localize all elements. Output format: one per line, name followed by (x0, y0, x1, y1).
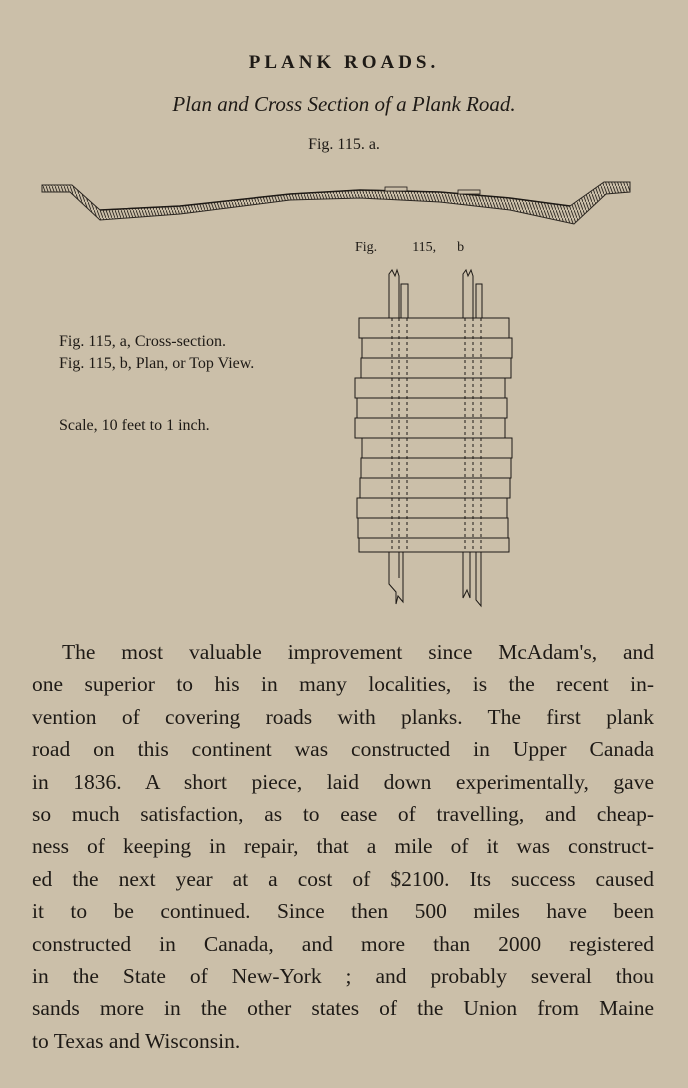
paragraph-line: to Texas and Wisconsin. (32, 1028, 241, 1053)
figure-caption: Plan and Cross Section of a Plank Road. (172, 92, 516, 116)
paragraph-line: ness of keeping in repair, that a mile of it was construct- (32, 834, 654, 859)
page-title: PLANK ROADS. (248, 52, 440, 73)
figure-b-label-fig: Fig. (355, 240, 378, 255)
cross-section-illustration (40, 170, 632, 230)
paragraph-line: in the State of New-York ; and probably several thou (32, 964, 654, 989)
legend-line-cross-section: Fig. 115, a, Cross-section. (59, 333, 226, 350)
figure-legend (59, 331, 254, 375)
body-paragraph (32, 636, 654, 1057)
paragraph-line: it to be continued. Since then 500 miles have been (32, 899, 654, 924)
legend-line-plan-view: Fig. 115, b, Plan, or Top View. (59, 355, 255, 372)
figure-b-label-num: 115, (412, 240, 437, 255)
paragraph-line: constructed in Canada, and more than 2000 registered (32, 931, 654, 956)
figure-b-label (355, 240, 464, 256)
paragraph-line: The most valuable improvement since McAdam's, and (62, 640, 654, 664)
paragraph-line: ed the next year at a cost of $2100. Its success caused (32, 866, 654, 891)
paragraph-line: so much satisfaction, as to ease of travelling, and cheap- (32, 802, 654, 827)
paragraph-line: one superior to his in many localities, is the recent in- (32, 672, 654, 697)
figure-b-label-letter: b (457, 240, 465, 255)
figure-a-label: Fig. 115. a. (308, 136, 380, 153)
paragraph-line: sands more in the other states of the Union from Maine (32, 996, 654, 1021)
paragraph-line: vention of covering roads with planks. The first plank (32, 704, 654, 729)
paragraph-line: in 1836. A short piece, laid down experimentally, gave (32, 769, 654, 794)
scale-note: Scale, 10 feet to 1 inch. (59, 417, 210, 434)
plan-view-illustration (352, 266, 517, 608)
paragraph-line: road on this continent was constructed in Upper Canada (32, 737, 654, 762)
